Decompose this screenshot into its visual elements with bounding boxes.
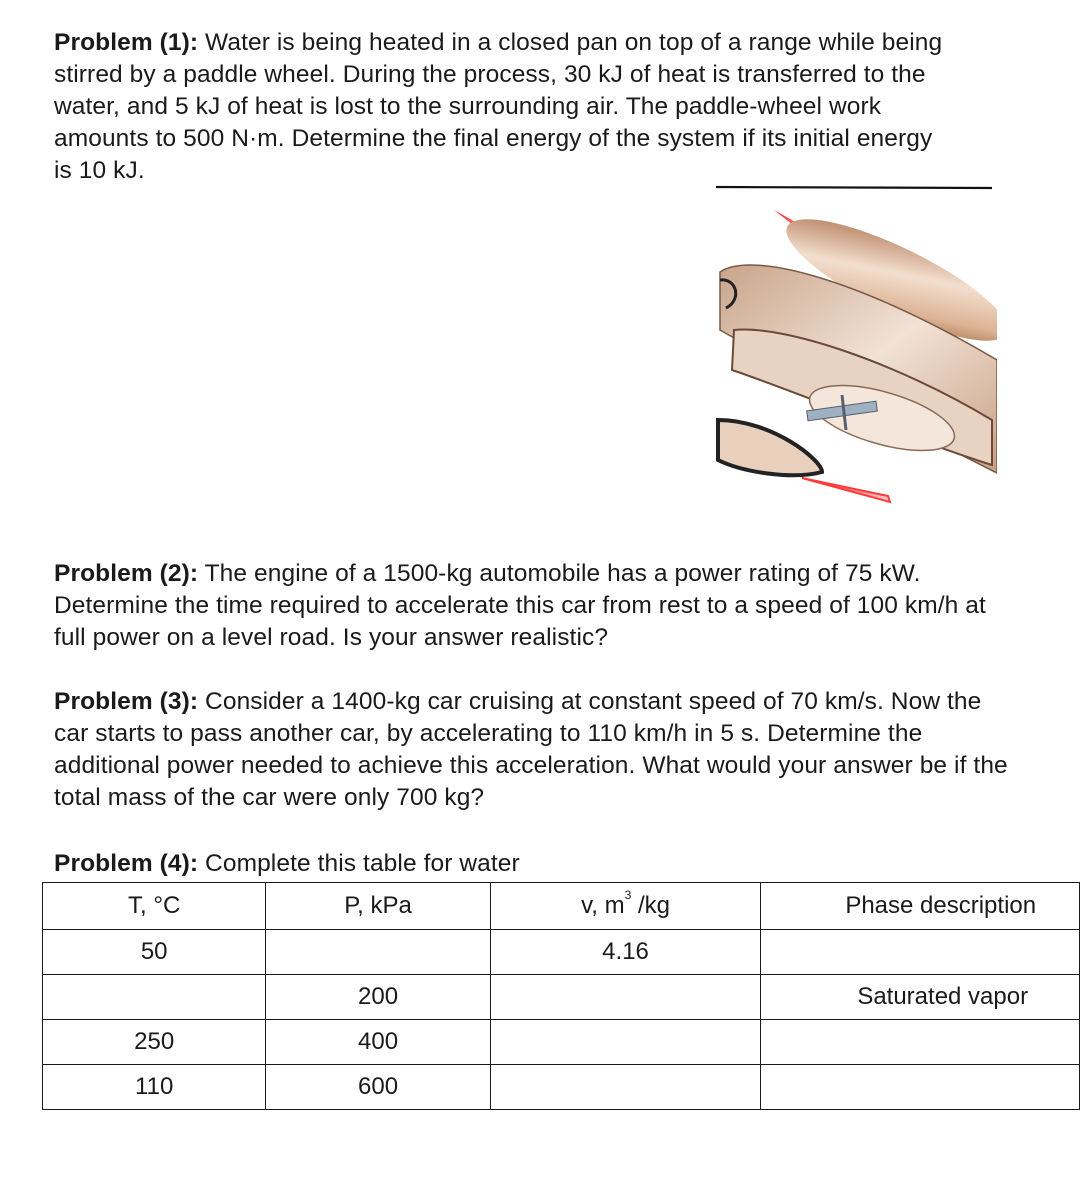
cell-t: 50 <box>43 930 266 975</box>
header-specific-volume <box>490 883 761 930</box>
water-property-table <box>42 882 1080 1110</box>
header-v-exponent: 3 <box>624 888 632 902</box>
cell-v <box>490 1020 761 1065</box>
cell-t: 250 <box>43 1020 266 1065</box>
cell-t <box>43 975 266 1020</box>
problem-1-label: Problem (1): <box>54 29 199 56</box>
problem-3 <box>54 686 1014 814</box>
cell-v: 4.16 <box>490 930 761 975</box>
cell-phase-text: Saturated vapor <box>857 983 1029 1010</box>
problem-2-text: The engine of a 1500-kg automobile has a power rating of 75 kW. Determine the time required to accelerate this car from rest to a speed of 100 km/h at full power on a level road. Is your answer realistic? <box>54 560 986 651</box>
cell-phase <box>761 1020 1080 1065</box>
table-row <box>43 1020 1080 1065</box>
cell-phase <box>761 930 1080 975</box>
header-phase-text: Phase description <box>845 892 1037 919</box>
header-temperature: T, °C <box>43 883 266 930</box>
header-v-suffix: /kg <box>631 892 670 919</box>
problem-3-text: Consider a 1400-kg car cruising at constant speed of 70 km/s. Now the car starts to pass another car, by accelerating to 110 km/h in 5 s. Determine the additional power needed to achieve this acceleration. What would your answer be if the total mass of the car were only 700 kg? <box>54 688 1008 811</box>
header-pressure: P, kPa <box>266 883 490 930</box>
problem-2 <box>54 558 1014 654</box>
problem-1-text: Water is being heated in a closed pan on top of a range while being stirred by a paddle wheel. During the process, 30 kJ of heat is transferred to the water, and 5 kJ of heat is lost to the surrounding air. The paddle-wheel work amounts to 500 N·m. Determine the final energy of the system if its initial energy is 10 kJ. <box>54 29 943 184</box>
problem-4-label: Problem (4): <box>54 850 199 877</box>
header-phase <box>761 883 1080 930</box>
cell-phase <box>761 1065 1080 1110</box>
cell-p <box>266 930 490 975</box>
problem-4 <box>54 848 754 880</box>
range-burner <box>718 420 822 475</box>
table-row <box>43 1065 1080 1110</box>
table-row <box>43 930 1080 975</box>
cell-t: 110 <box>43 1065 266 1110</box>
heat-out-arrow <box>802 478 890 502</box>
top-rule <box>716 187 992 188</box>
cell-v <box>490 1065 761 1110</box>
pan-paddle-wheel-figure <box>712 180 997 520</box>
cell-v <box>490 975 761 1020</box>
cell-p: 600 <box>266 1065 490 1110</box>
problem-3-label: Problem (3): <box>54 688 199 715</box>
problem-1 <box>54 27 954 187</box>
table-row <box>43 975 1080 1020</box>
table-header-row <box>43 883 1080 930</box>
problem-4-text: Complete this table for water <box>198 850 520 877</box>
cell-p: 200 <box>266 975 490 1020</box>
cell-p: 400 <box>266 1020 490 1065</box>
header-v-prefix: v, m <box>581 892 625 919</box>
cell-phase <box>761 975 1080 1020</box>
problem-2-label: Problem (2): <box>54 560 199 587</box>
